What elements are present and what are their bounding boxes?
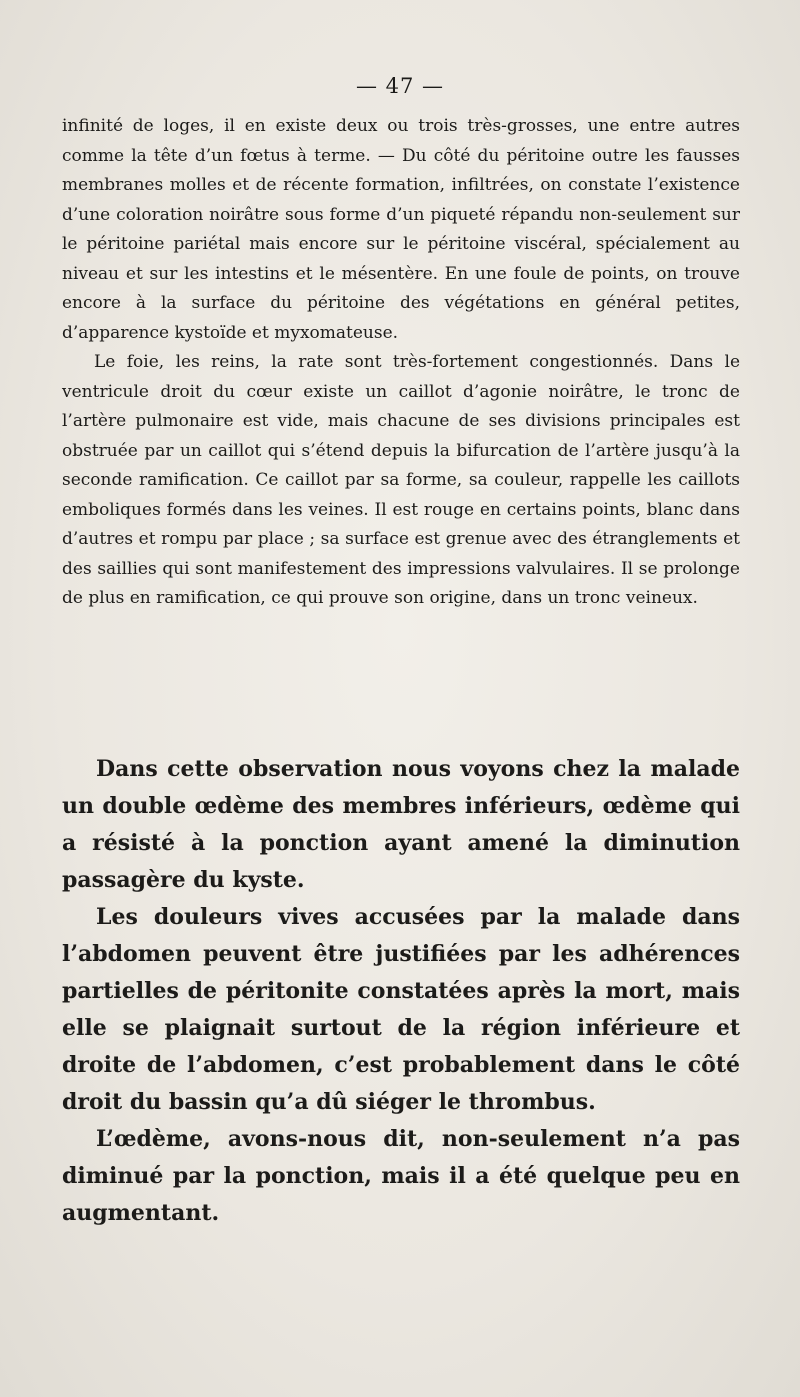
paragraph-pain: Les douleurs vives accusées par la malade dans l’abdomen peuvent être justifiées par les adhérences partielles de péritonite constatées après la mort, mais elle se plaignait surtout de la région inférieure et droite de l’abdomen, c’est probablement dans le côté droit du bassin qu’a dû siéger le thrombus. <box>62 904 740 1115</box>
paragraph-organs: Le foie, les reins, la rate sont très-fortement congestionnés. Dans le ventricule droit du cœur existe un caillot d’agonie noirâtre, le tronc de l’artère pulmonaire est vide, mais chacune de ses divisions principales est obstruée par un caillot qui s’étend depuis la bifurcation de l’artère jusqu’à la seconde ramification. Ce caillot par sa forme, sa couleur, rappelle les caillots emboliques formés dans les veines. Il est rouge en certains points, blanc dans d’autres et rompu par place ; sa surface est grenue avec des étranglements et des saillies qui sont manifestement des impressions valvulaires. Il se prolonge de plus en ramification, ce qui prouve son origine, dans un tronc veineux. <box>62 352 740 608</box>
page-number: — 47 — <box>355 74 445 98</box>
paragraph-continuation: infinité de loges, il en existe deux ou trois très-grosses, une entre autres comme la tête d’un fœtus à terme. — Du côté du péritoine outre les fausses membranes molles et de récente formation, infiltrées, on constate l’existence d’une coloration noirâtre sous forme d’un piqueté répandu non-seulement sur le péritoine pariétal mais encore sur le péritoine viscéral, spécialement au niveau et sur les intestins et le mésentère. En une foule de points, on trouve encore à la surface du péritoine des végétations en général petites, d’apparence kystoïde et myxomateuse. <box>62 116 740 343</box>
observation-text-block <box>62 751 740 1232</box>
paragraph-observation: Dans cette observation nous voyons chez la malade un double œdème des membres inférieurs, œdème qui a résisté à la ponction ayant amené la diminution passagère du kyste. <box>62 756 740 893</box>
autopsy-text-block <box>62 112 740 614</box>
paragraph-oedema: L’œdème, avons-nous dit, non-seulement n’a pas diminué par la ponction, mais il a été quelque peu en augmentant. <box>62 1126 740 1226</box>
